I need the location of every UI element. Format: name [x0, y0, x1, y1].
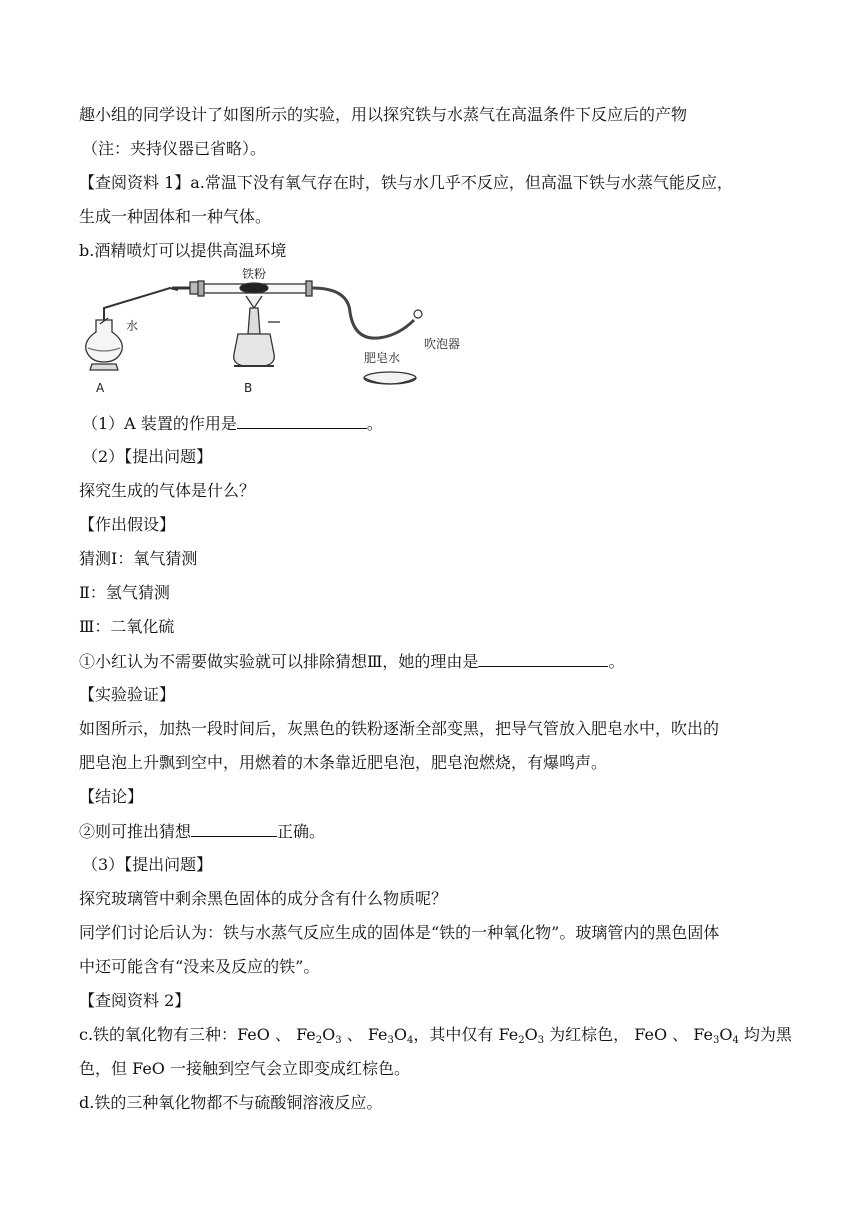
blowtorch-b: [234, 296, 280, 366]
text-line: 【查阅资料 2】: [79, 991, 191, 1010]
text-line: 【查阅资料 1】a.常温下没有氧气存在时，铁与水几乎不反应，但高温下铁与水蒸气能反应，: [79, 173, 733, 192]
text-line: （2）【提出问题】: [82, 447, 213, 466]
answer-blank[interactable]: [237, 411, 367, 429]
text-line: 同学们讨论后认为：铁与水蒸气反应生成的固体是“铁的一种氧化物”。玻璃管内的黑色固体: [79, 923, 720, 942]
text-line: Ⅲ：二氧化硫: [79, 617, 175, 636]
text-line: 趣小组的同学设计了如图所示的实验，用以探究铁与水蒸气在高温条件下反应后的产物: [79, 105, 688, 124]
text-line: 色，但 FeO 一接触到空气会立即变成红棕色。: [79, 1059, 410, 1078]
experiment-apparatus-figure: [78, 268, 478, 398]
question-conclusion: ②则可推出猜想 正确。: [79, 819, 325, 844]
question-reason: ①小红认为不需要做实验就可以排除猜想Ⅲ，她的理由是 。: [79, 649, 624, 674]
text-line: 【作出假设】: [79, 515, 176, 534]
text-line: （3）【提出问题】: [82, 855, 213, 874]
text-line: （注：夹持仪器已省略）。: [82, 139, 267, 158]
soap-dish: [364, 372, 416, 384]
label-a: A: [96, 381, 105, 395]
text-line: 探究生成的气体是什么？: [79, 481, 256, 500]
label-soap-water: 肥皂水: [364, 351, 401, 365]
answer-blank[interactable]: [478, 649, 608, 667]
text-line: 【结论】: [79, 787, 144, 806]
label-iron-powder: 铁粉: [242, 268, 267, 281]
question-1: （1）A 装置的作用是 。: [82, 411, 383, 436]
text-line: Ⅱ：氢气猜测: [79, 583, 170, 602]
text-line: 生成一种固体和一种气体。: [79, 207, 272, 226]
blower-ring: [414, 310, 422, 318]
text-line: 肥皂泡上升飘到空中，用燃着的木条靠近肥皂泡，肥皂泡燃烧，有爆鸣声。: [79, 753, 608, 772]
text-line: b.酒精喷灯可以提供高温环境: [79, 241, 287, 260]
text-line: 探究玻璃管中剩余黑色固体的成分含有什么物质呢？: [79, 889, 448, 908]
answer-blank[interactable]: [191, 819, 277, 837]
text-line: 猜测Ⅰ：氧气猜测: [79, 549, 198, 568]
text-line: d.铁的三种氧化物都不与硫酸铜溶液反应。: [79, 1093, 383, 1112]
text-line: 如图所示，加热一段时间后，灰黑色的铁粉逐渐全部变黑，把导气管放入肥皂水中，吹出的: [79, 719, 720, 738]
glass-tube: [198, 281, 312, 296]
iron-powder-mark: [240, 283, 268, 293]
label-b: B: [244, 381, 253, 395]
delivery-tube: [312, 288, 414, 338]
text-line: 中还可能含有“没来及反应的铁”。: [79, 957, 320, 976]
label-blower: 吹泡器: [424, 337, 461, 351]
text-line: 【实验验证】: [79, 685, 176, 704]
text-line-oxides: c.铁的氧化物有三种：FeO 、 $Fe_2O_3$ 、 $Fe_3O_4$，其中仅有 $Fe_2O_3$ 为红棕色， FeO 、 $Fe_3O_4$ 均为黑: [79, 1025, 792, 1046]
label-water: 水: [126, 319, 139, 333]
